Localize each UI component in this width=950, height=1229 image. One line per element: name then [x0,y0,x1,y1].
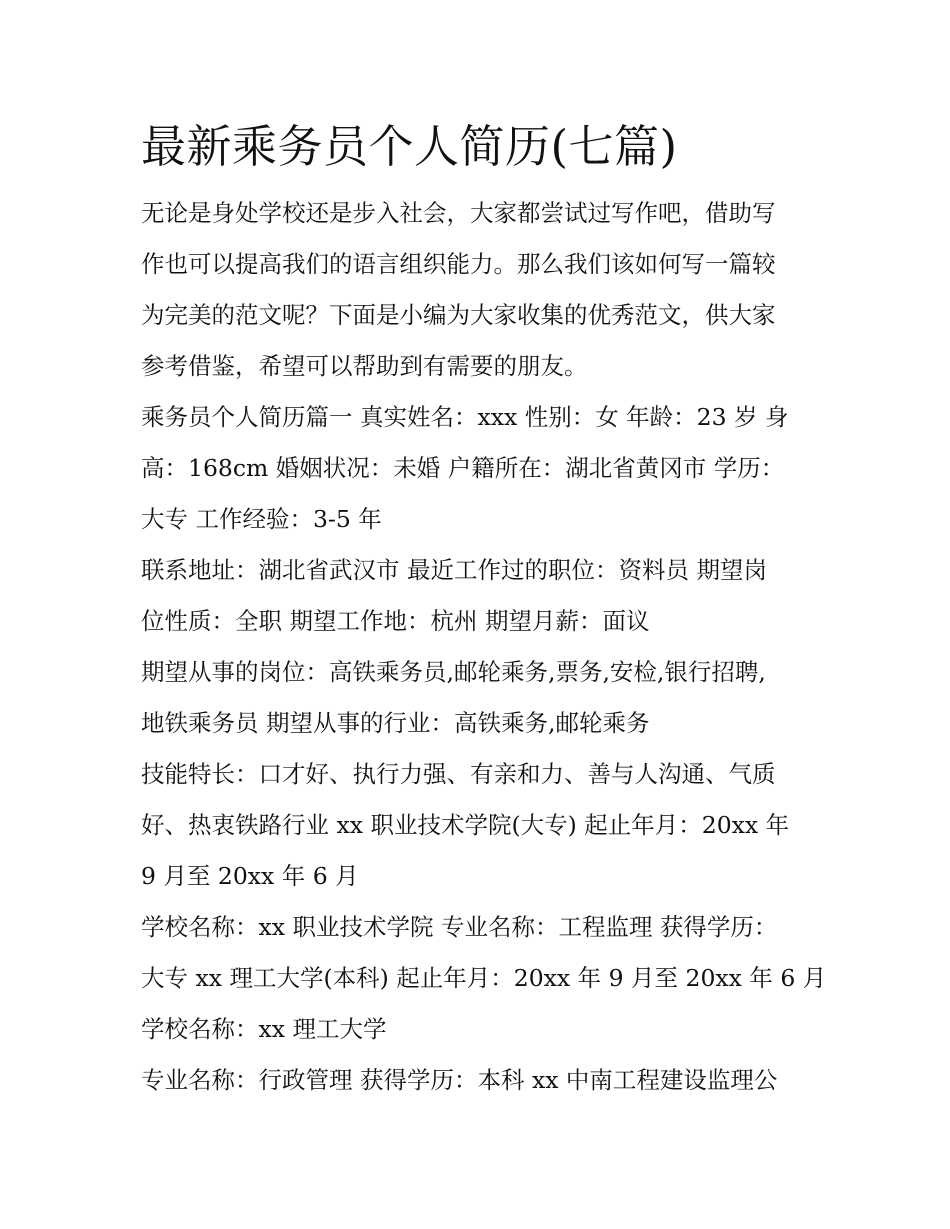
text-line: 期望从事的岗位：高铁乘务员,邮轮乘务,票务,安检,银行招聘, [141,658,766,686]
paragraph-skills [141,749,813,902]
text-line: 乘务员个人简历篇一 真实姓名：xxx 性别：女 年龄：23 岁 身 [141,403,789,431]
text-line: 大专 工作经验：3-5 年 [141,505,382,533]
paragraph-major [141,1055,813,1106]
paragraph-education-2 [141,1004,813,1055]
text-line: 好、热衷铁路行业 xx 职业技术学院(大专) 起止年月：20xx 年 [141,811,790,839]
text-line: 高：168cm 婚姻状况：未婚 户籍所在：湖北省黄冈市 学历： [141,454,785,482]
text-line: 作也可以提高我们的语言组织能力。那么我们该如何写一篇较 [141,250,776,278]
text-line: 地铁乘务员 期望从事的行业：高铁乘务,邮轮乘务 [141,709,650,737]
text-line: 学校名称：xx 理工大学 [141,1015,387,1043]
text-line: 9 月至 20xx 年 6 月 [141,862,359,890]
text-line: 大专 xx 理工大学(本科) 起止年月：20xx 年 9 月至 20xx 年 6 月 [141,964,827,992]
text-line: 技能特长：口才好、执行力强、有亲和力、善与人沟通、气质 [141,760,776,788]
document-body [141,112,827,1106]
text-line: 为完美的范文呢？下面是小编为大家收集的优秀范文，供大家 [141,301,776,329]
document-title: 最新乘务员个人简历(七篇) [141,120,678,173]
text-line: 参考借鉴，希望可以帮助到有需要的朋友。 [141,352,588,380]
paragraph-education-1 [141,902,827,1004]
text-line: 位性质：全职 期望工作地：杭州 期望月薪：面议 [141,607,650,635]
intro-paragraph [141,188,813,392]
text-line: 专业名称：行政管理 获得学历：本科 xx 中南工程建设监理公 [141,1066,778,1094]
text-line: 学校名称：xx 职业技术学院 专业名称：工程监理 获得学历： [141,913,778,941]
paragraph-contact [141,545,813,647]
paragraph-basic-info [141,392,813,545]
text-line: 联系地址：湖北省武汉市 最近工作过的职位：资料员 期望岗 [141,556,767,584]
paragraph-desired-job [141,647,813,749]
text-line: 无论是身处学校还是步入社会，大家都尝试过写作吧，借助写 [141,199,776,227]
